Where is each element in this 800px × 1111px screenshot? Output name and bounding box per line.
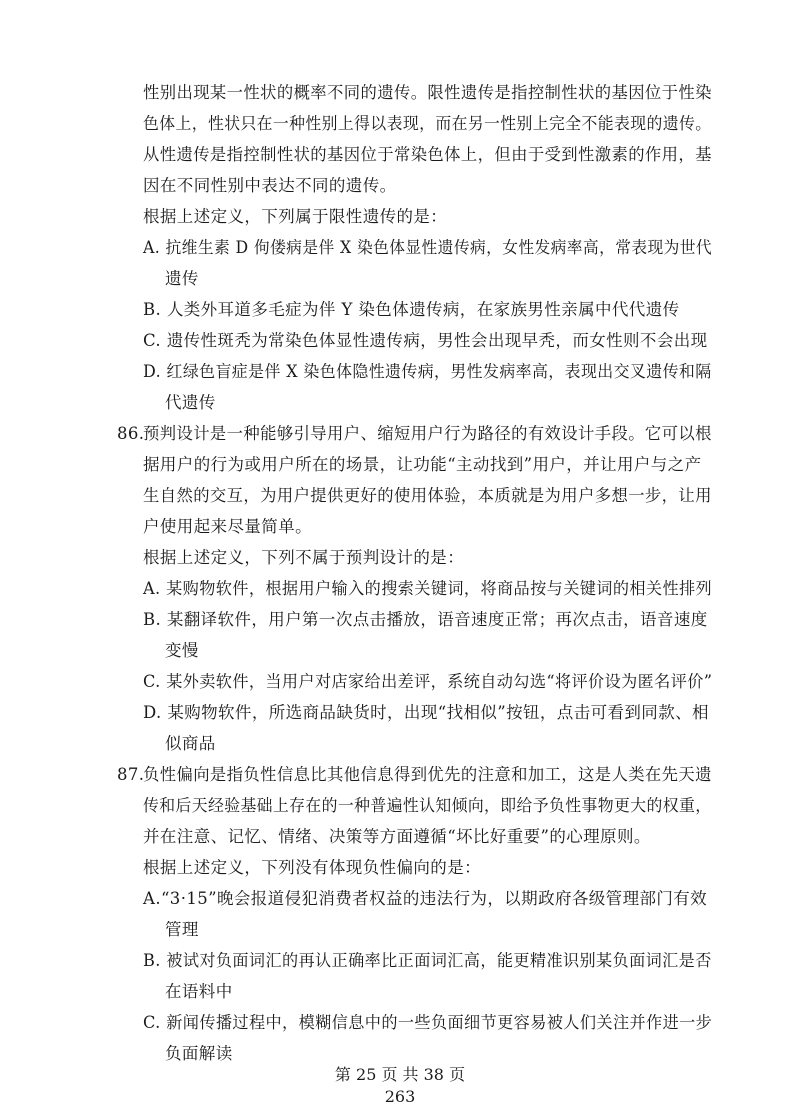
option-a: A. 抗维生素 D 佝偻病是伴 X 染色体显性遗传病，女性发病率高，常表现为世代 [143, 238, 713, 257]
passage-line: 性别出现某一性状的概率不同的遗传。限性遗传是指控制性状的基因位于性染 [143, 83, 712, 102]
option-b-continued: 变慢 [165, 641, 199, 660]
option-a-continued: 遗传 [165, 269, 199, 288]
question-number: 87. [117, 765, 145, 784]
passage-line: 并在注意、记忆、情绪、决策等方面遵循“坏比好重要”的心理原则。 [143, 827, 651, 846]
option-d-continued: 似商品 [165, 734, 216, 753]
passage-line: 户使用起来尽量简单。 [143, 517, 312, 536]
option-d-continued: 代遗传 [165, 393, 216, 412]
passage-line: 负性偏向是指负性信息比其他信息得到优先的注意和加工，这是人类在先天遗 [143, 765, 712, 784]
option-b-continued: 在语料中 [165, 982, 233, 1001]
option-a: A. 某购物软件，根据用户输入的搜索关键词，将商品按与关键词的相关性排列 [143, 579, 713, 598]
option-c-continued: 负面解读 [165, 1044, 233, 1063]
passage-line: 传和后天经验基础上存在的一种普遍性认知倾向，即给予负性事物更大的权重， [143, 796, 712, 815]
page-number: 263 [384, 1087, 416, 1106]
question-prompt: 根据上述定义，下列没有体现负性偏向的是： [143, 858, 481, 877]
question-prompt: 根据上述定义，下列属于限性遗传的是： [143, 207, 448, 226]
option-c: C. 某外卖软件，当用户对店家给出差评，系统自动勾选“将评价设为匿名评价” [143, 672, 713, 691]
option-b: B. 某翻译软件，用户第一次点击播放，语音速度正常；再次点击，语音速度 [143, 610, 708, 629]
option-b: B. 人类外耳道多毛症为伴 Y 染色体遗传病，在家族男性亲属中代代遗传 [143, 300, 680, 319]
passage-line: 因在不同性别中表达不同的遗传。 [143, 176, 397, 195]
option-c: C. 遗传性斑秃为常染色体显性遗传病，男性会出现早秃，而女性则不会出现 [143, 331, 708, 350]
option-b: B. 被试对负面词汇的再认正确率比正面词汇高，能更精准识别某负面词汇是否 [143, 951, 712, 970]
question-prompt: 根据上述定义，下列不属于预判设计的是： [143, 548, 465, 567]
option-c: C. 新闻传播过程中，模糊信息中的一些负面细节更容易被人们关注并作进一步 [143, 1013, 713, 1032]
option-a: A.“3·15”晚会报道侵犯消费者权益的违法行为，以期政府各级管理部门有效 [143, 889, 708, 908]
passage-line: 预判设计是一种能够引导用户、缩短用户行为路径的有效设计手段。它可以根 [143, 424, 712, 443]
passage-line: 生自然的交互，为用户提供更好的使用体验，本质就是为用户多想一步，让用 [143, 486, 712, 505]
question-number: 86. [117, 424, 145, 443]
page-info: 第 25 页 共 38 页 [334, 1065, 466, 1084]
passage-line: 据用户的行为或用户所在的场景，让功能“主动找到”用户，并让用户与之产 [143, 455, 702, 474]
passage-line: 色体上，性状只在一种性别上得以表现，而在另一性别上完全不能表现的遗传。 [143, 114, 712, 133]
option-d: D. 某购物软件，所选商品缺货时，出现“找相似”按钮，点击可看到同款、相 [143, 703, 709, 722]
passage-line: 从性遗传是指控制性状的基因位于常染色体上，但由于受到性激素的作用，基 [143, 145, 712, 164]
option-d: D. 红绿色盲症是伴 X 染色体隐性遗传病，男性发病率高，表现出交叉遗传和隔 [143, 362, 712, 381]
option-a-continued: 管理 [165, 920, 199, 939]
